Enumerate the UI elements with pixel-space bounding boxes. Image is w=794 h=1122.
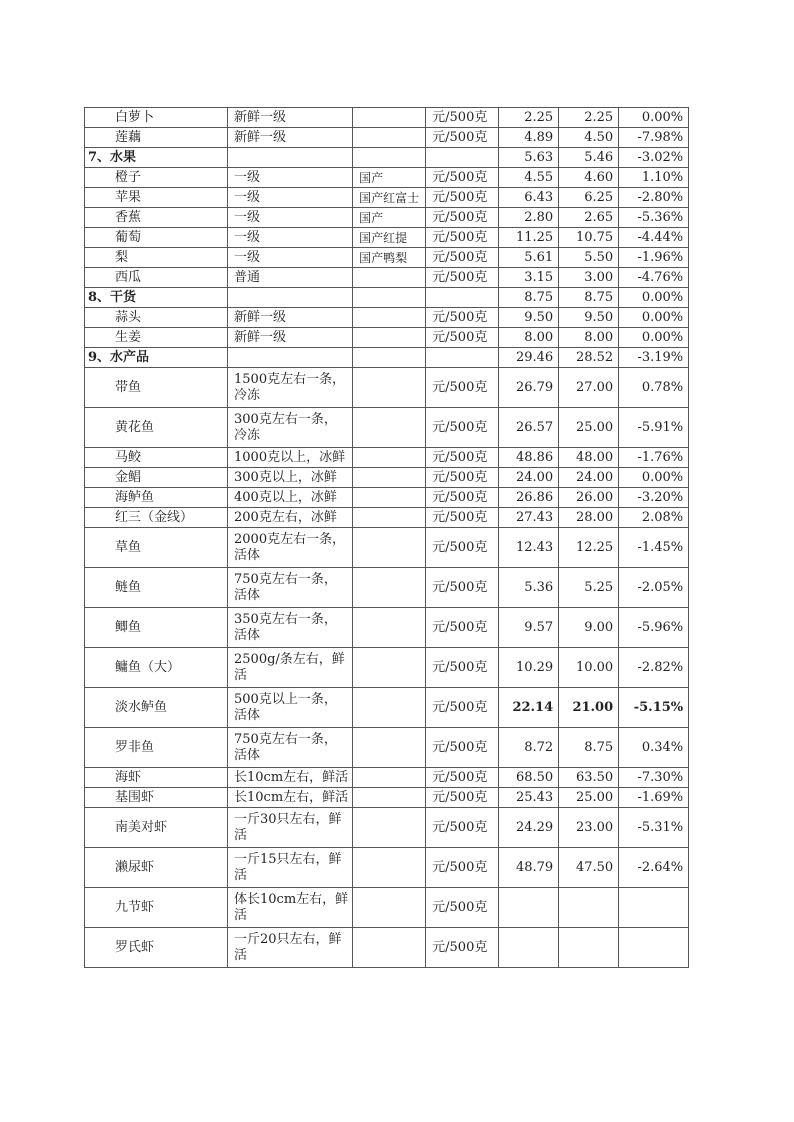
item-name-cell: 黄花鱼 bbox=[85, 408, 228, 448]
spec-cell: 400克以上，冰鲜 bbox=[228, 488, 353, 508]
item-name-cell: 红三（金线） bbox=[85, 508, 228, 528]
origin-cell bbox=[353, 408, 426, 448]
unit-cell: 元/500克 bbox=[426, 308, 499, 328]
current-price-cell: 26.00 bbox=[559, 488, 619, 508]
item-name-cell: 鲢鱼 bbox=[85, 568, 228, 608]
unit-cell: 元/500克 bbox=[426, 448, 499, 468]
item-name-cell: 南美对虾 bbox=[85, 808, 228, 848]
spec-cell: 一级 bbox=[228, 188, 353, 208]
unit-cell bbox=[426, 288, 499, 308]
previous-price-cell: 2.25 bbox=[499, 108, 559, 128]
change-percent-cell: 0.34% bbox=[619, 728, 689, 768]
origin-cell bbox=[353, 328, 426, 348]
previous-price-cell: 5.63 bbox=[499, 148, 559, 168]
previous-price-cell: 26.57 bbox=[499, 408, 559, 448]
spec-cell: 300克左右一条，冷冻 bbox=[228, 408, 353, 448]
change-percent-cell bbox=[619, 928, 689, 968]
table-row bbox=[85, 408, 689, 448]
change-percent-cell: -3.02% bbox=[619, 148, 689, 168]
origin-cell: 国产红提 bbox=[353, 228, 426, 248]
change-percent-cell: -4.76% bbox=[619, 268, 689, 288]
change-percent-cell: -2.82% bbox=[619, 648, 689, 688]
current-price-cell: 27.00 bbox=[559, 368, 619, 408]
change-percent-cell: -3.19% bbox=[619, 348, 689, 368]
previous-price-cell: 26.79 bbox=[499, 368, 559, 408]
spec-cell: 2500g/条左右，鲜活 bbox=[228, 648, 353, 688]
change-percent-cell: -7.98% bbox=[619, 128, 689, 148]
spec-cell: 750克左右一条，活体 bbox=[228, 728, 353, 768]
previous-price-cell: 9.50 bbox=[499, 308, 559, 328]
item-name-cell: 蒜头 bbox=[85, 308, 228, 328]
change-percent-cell bbox=[619, 888, 689, 928]
table-row bbox=[85, 248, 689, 268]
item-name-cell: 金鲳 bbox=[85, 468, 228, 488]
item-name-cell: 苹果 bbox=[85, 188, 228, 208]
table-row bbox=[85, 468, 689, 488]
item-name-cell: 罗氏虾 bbox=[85, 928, 228, 968]
current-price-cell: 48.00 bbox=[559, 448, 619, 468]
previous-price-cell: 24.00 bbox=[499, 468, 559, 488]
change-percent-cell: -5.96% bbox=[619, 608, 689, 648]
origin-cell bbox=[353, 928, 426, 968]
unit-cell: 元/500克 bbox=[426, 368, 499, 408]
table-row bbox=[85, 568, 689, 608]
spec-cell bbox=[228, 148, 353, 168]
table-row bbox=[85, 888, 689, 928]
unit-cell: 元/500克 bbox=[426, 248, 499, 268]
table-row bbox=[85, 228, 689, 248]
spec-cell: 一斤30只左右，鲜活 bbox=[228, 808, 353, 848]
change-percent-cell: 0.00% bbox=[619, 288, 689, 308]
spec-cell: 长10cm左右，鲜活 bbox=[228, 768, 353, 788]
spec-cell: 新鲜一级 bbox=[228, 328, 353, 348]
table-row bbox=[85, 768, 689, 788]
current-price-cell: 12.25 bbox=[559, 528, 619, 568]
spec-cell: 新鲜一级 bbox=[228, 128, 353, 148]
spec-cell: 750克左右一条，活体 bbox=[228, 568, 353, 608]
spec-cell: 2000克左右一条，活体 bbox=[228, 528, 353, 568]
price-table-body bbox=[85, 108, 689, 968]
spec-cell: 一级 bbox=[228, 168, 353, 188]
item-name-cell: 九节虾 bbox=[85, 888, 228, 928]
item-name-cell: 7、水果 bbox=[85, 148, 228, 168]
table-row bbox=[85, 848, 689, 888]
current-price-cell: 10.75 bbox=[559, 228, 619, 248]
change-percent-cell: -7.30% bbox=[619, 768, 689, 788]
spec-cell: 1500克左右一条，冷冻 bbox=[228, 368, 353, 408]
item-name-cell: 基围虾 bbox=[85, 788, 228, 808]
previous-price-cell: 6.43 bbox=[499, 188, 559, 208]
item-name-cell: 莲藕 bbox=[85, 128, 228, 148]
table-row bbox=[85, 188, 689, 208]
change-percent-cell: -5.91% bbox=[619, 408, 689, 448]
table-row bbox=[85, 168, 689, 188]
previous-price-cell: 9.57 bbox=[499, 608, 559, 648]
item-name-cell: 鳙鱼（大） bbox=[85, 648, 228, 688]
previous-price-cell: 24.29 bbox=[499, 808, 559, 848]
change-percent-cell: -5.36% bbox=[619, 208, 689, 228]
change-percent-cell: -5.31% bbox=[619, 808, 689, 848]
spec-cell: 一级 bbox=[228, 228, 353, 248]
spec-cell: 300克以上，冰鲜 bbox=[228, 468, 353, 488]
table-row bbox=[85, 448, 689, 468]
unit-cell: 元/500克 bbox=[426, 568, 499, 608]
origin-cell: 国产红富士 bbox=[353, 188, 426, 208]
change-percent-cell: 0.00% bbox=[619, 328, 689, 348]
current-price-cell bbox=[559, 928, 619, 968]
table-row bbox=[85, 928, 689, 968]
origin-cell bbox=[353, 608, 426, 648]
change-percent-cell: -1.96% bbox=[619, 248, 689, 268]
change-percent-cell: -1.76% bbox=[619, 448, 689, 468]
current-price-cell: 8.75 bbox=[559, 728, 619, 768]
current-price-cell: 3.00 bbox=[559, 268, 619, 288]
table-row bbox=[85, 648, 689, 688]
table-row bbox=[85, 268, 689, 288]
origin-cell bbox=[353, 448, 426, 468]
current-price-cell: 25.00 bbox=[559, 408, 619, 448]
current-price-cell: 28.00 bbox=[559, 508, 619, 528]
unit-cell: 元/500克 bbox=[426, 648, 499, 688]
unit-cell: 元/500克 bbox=[426, 608, 499, 648]
previous-price-cell: 10.29 bbox=[499, 648, 559, 688]
spec-cell: 350克左右一条，活体 bbox=[228, 608, 353, 648]
item-name-cell: 濑尿虾 bbox=[85, 848, 228, 888]
previous-price-cell: 5.36 bbox=[499, 568, 559, 608]
table-row bbox=[85, 808, 689, 848]
current-price-cell: 6.25 bbox=[559, 188, 619, 208]
spec-cell: 500克以上一条，活体 bbox=[228, 688, 353, 728]
spec-cell: 一级 bbox=[228, 248, 353, 268]
spec-cell: 普通 bbox=[228, 268, 353, 288]
change-percent-cell: -1.45% bbox=[619, 528, 689, 568]
category-row bbox=[85, 288, 689, 308]
unit-cell: 元/500克 bbox=[426, 468, 499, 488]
current-price-cell: 4.60 bbox=[559, 168, 619, 188]
item-name-cell: 淡水鲈鱼 bbox=[85, 688, 228, 728]
spec-cell: 一斤20只左右，鲜活 bbox=[228, 928, 353, 968]
change-percent-cell: -3.20% bbox=[619, 488, 689, 508]
current-price-cell: 28.52 bbox=[559, 348, 619, 368]
spec-cell: 一级 bbox=[228, 208, 353, 228]
previous-price-cell: 2.80 bbox=[499, 208, 559, 228]
origin-cell bbox=[353, 148, 426, 168]
previous-price-cell: 22.14 bbox=[499, 688, 559, 728]
change-percent-cell: 1.10% bbox=[619, 168, 689, 188]
unit-cell: 元/500克 bbox=[426, 768, 499, 788]
previous-price-cell: 8.75 bbox=[499, 288, 559, 308]
origin-cell bbox=[353, 348, 426, 368]
table-row bbox=[85, 688, 689, 728]
current-price-cell: 4.50 bbox=[559, 128, 619, 148]
item-name-cell: 西瓜 bbox=[85, 268, 228, 288]
item-name-cell: 海虾 bbox=[85, 768, 228, 788]
origin-cell bbox=[353, 568, 426, 608]
current-price-cell: 10.00 bbox=[559, 648, 619, 688]
current-price-cell: 5.46 bbox=[559, 148, 619, 168]
table-row bbox=[85, 488, 689, 508]
origin-cell bbox=[353, 888, 426, 928]
item-name-cell: 鲫鱼 bbox=[85, 608, 228, 648]
change-percent-cell: 0.78% bbox=[619, 368, 689, 408]
table-row bbox=[85, 128, 689, 148]
current-price-cell: 21.00 bbox=[559, 688, 619, 728]
previous-price-cell: 11.25 bbox=[499, 228, 559, 248]
previous-price-cell: 4.55 bbox=[499, 168, 559, 188]
current-price-cell: 9.00 bbox=[559, 608, 619, 648]
unit-cell: 元/500克 bbox=[426, 888, 499, 928]
origin-cell bbox=[353, 468, 426, 488]
table-row bbox=[85, 108, 689, 128]
spec-cell: 新鲜一级 bbox=[228, 108, 353, 128]
current-price-cell: 9.50 bbox=[559, 308, 619, 328]
origin-cell bbox=[353, 688, 426, 728]
origin-cell bbox=[353, 128, 426, 148]
item-name-cell: 香蕉 bbox=[85, 208, 228, 228]
item-name-cell: 橙子 bbox=[85, 168, 228, 188]
change-percent-cell: 2.08% bbox=[619, 508, 689, 528]
change-percent-cell: -4.44% bbox=[619, 228, 689, 248]
unit-cell: 元/500克 bbox=[426, 808, 499, 848]
previous-price-cell: 27.43 bbox=[499, 508, 559, 528]
current-price-cell: 23.00 bbox=[559, 808, 619, 848]
unit-cell: 元/500克 bbox=[426, 108, 499, 128]
item-name-cell: 海鲈鱼 bbox=[85, 488, 228, 508]
table-row bbox=[85, 788, 689, 808]
change-percent-cell: 0.00% bbox=[619, 468, 689, 488]
previous-price-cell: 8.00 bbox=[499, 328, 559, 348]
origin-cell bbox=[353, 848, 426, 888]
previous-price-cell: 26.86 bbox=[499, 488, 559, 508]
current-price-cell: 2.25 bbox=[559, 108, 619, 128]
origin-cell bbox=[353, 488, 426, 508]
unit-cell: 元/500克 bbox=[426, 228, 499, 248]
unit-cell: 元/500克 bbox=[426, 928, 499, 968]
unit-cell: 元/500克 bbox=[426, 788, 499, 808]
unit-cell: 元/500克 bbox=[426, 208, 499, 228]
current-price-cell: 8.00 bbox=[559, 328, 619, 348]
previous-price-cell: 48.86 bbox=[499, 448, 559, 468]
change-percent-cell: -1.69% bbox=[619, 788, 689, 808]
spec-cell: 1000克以上，冰鲜 bbox=[228, 448, 353, 468]
unit-cell: 元/500克 bbox=[426, 728, 499, 768]
table-row bbox=[85, 508, 689, 528]
spec-cell: 新鲜一级 bbox=[228, 308, 353, 328]
change-percent-cell: -2.80% bbox=[619, 188, 689, 208]
unit-cell: 元/500克 bbox=[426, 188, 499, 208]
unit-cell bbox=[426, 148, 499, 168]
origin-cell: 国产 bbox=[353, 168, 426, 188]
origin-cell bbox=[353, 528, 426, 568]
unit-cell: 元/500克 bbox=[426, 408, 499, 448]
current-price-cell: 25.00 bbox=[559, 788, 619, 808]
origin-cell bbox=[353, 788, 426, 808]
item-name-cell: 马鲛 bbox=[85, 448, 228, 468]
category-row bbox=[85, 348, 689, 368]
unit-cell bbox=[426, 348, 499, 368]
spec-cell bbox=[228, 288, 353, 308]
origin-cell bbox=[353, 108, 426, 128]
previous-price-cell: 5.61 bbox=[499, 248, 559, 268]
change-percent-cell: 0.00% bbox=[619, 308, 689, 328]
current-price-cell bbox=[559, 888, 619, 928]
previous-price-cell bbox=[499, 888, 559, 928]
previous-price-cell: 12.43 bbox=[499, 528, 559, 568]
unit-cell: 元/500克 bbox=[426, 688, 499, 728]
previous-price-cell: 8.72 bbox=[499, 728, 559, 768]
origin-cell bbox=[353, 288, 426, 308]
table-row bbox=[85, 728, 689, 768]
spec-cell bbox=[228, 348, 353, 368]
current-price-cell: 8.75 bbox=[559, 288, 619, 308]
table-row bbox=[85, 368, 689, 408]
origin-cell bbox=[353, 508, 426, 528]
table-row bbox=[85, 608, 689, 648]
change-percent-cell: -2.64% bbox=[619, 848, 689, 888]
table-row bbox=[85, 328, 689, 348]
unit-cell: 元/500克 bbox=[426, 128, 499, 148]
current-price-cell: 5.25 bbox=[559, 568, 619, 608]
spec-cell: 一斤15只左右，鲜活 bbox=[228, 848, 353, 888]
unit-cell: 元/500克 bbox=[426, 488, 499, 508]
spec-cell: 体长10cm左右，鲜活 bbox=[228, 888, 353, 928]
origin-cell bbox=[353, 648, 426, 688]
item-name-cell: 罗非鱼 bbox=[85, 728, 228, 768]
unit-cell: 元/500克 bbox=[426, 328, 499, 348]
origin-cell: 国产鸭梨 bbox=[353, 248, 426, 268]
origin-cell bbox=[353, 808, 426, 848]
item-name-cell: 梨 bbox=[85, 248, 228, 268]
item-name-cell: 9、水产品 bbox=[85, 348, 228, 368]
table-row bbox=[85, 208, 689, 228]
origin-cell bbox=[353, 368, 426, 408]
price-table bbox=[84, 107, 689, 968]
table-row bbox=[85, 528, 689, 568]
item-name-cell: 带鱼 bbox=[85, 368, 228, 408]
previous-price-cell: 68.50 bbox=[499, 768, 559, 788]
unit-cell: 元/500克 bbox=[426, 528, 499, 568]
spec-cell: 长10cm左右，鲜活 bbox=[228, 788, 353, 808]
unit-cell: 元/500克 bbox=[426, 168, 499, 188]
origin-cell bbox=[353, 728, 426, 768]
table-row bbox=[85, 308, 689, 328]
current-price-cell: 63.50 bbox=[559, 768, 619, 788]
current-price-cell: 2.65 bbox=[559, 208, 619, 228]
current-price-cell: 47.50 bbox=[559, 848, 619, 888]
previous-price-cell: 48.79 bbox=[499, 848, 559, 888]
item-name-cell: 葡萄 bbox=[85, 228, 228, 248]
spec-cell: 200克左右，冰鲜 bbox=[228, 508, 353, 528]
previous-price-cell: 25.43 bbox=[499, 788, 559, 808]
item-name-cell: 生姜 bbox=[85, 328, 228, 348]
unit-cell: 元/500克 bbox=[426, 268, 499, 288]
origin-cell bbox=[353, 268, 426, 288]
previous-price-cell: 29.46 bbox=[499, 348, 559, 368]
change-percent-cell: -2.05% bbox=[619, 568, 689, 608]
category-row bbox=[85, 148, 689, 168]
origin-cell bbox=[353, 768, 426, 788]
origin-cell bbox=[353, 308, 426, 328]
previous-price-cell: 4.89 bbox=[499, 128, 559, 148]
item-name-cell: 8、干货 bbox=[85, 288, 228, 308]
previous-price-cell bbox=[499, 928, 559, 968]
current-price-cell: 24.00 bbox=[559, 468, 619, 488]
unit-cell: 元/500克 bbox=[426, 848, 499, 888]
change-percent-cell: 0.00% bbox=[619, 108, 689, 128]
unit-cell: 元/500克 bbox=[426, 508, 499, 528]
change-percent-cell: -5.15% bbox=[619, 688, 689, 728]
previous-price-cell: 3.15 bbox=[499, 268, 559, 288]
item-name-cell: 草鱼 bbox=[85, 528, 228, 568]
current-price-cell: 5.50 bbox=[559, 248, 619, 268]
origin-cell: 国产 bbox=[353, 208, 426, 228]
item-name-cell: 白萝卜 bbox=[85, 108, 228, 128]
